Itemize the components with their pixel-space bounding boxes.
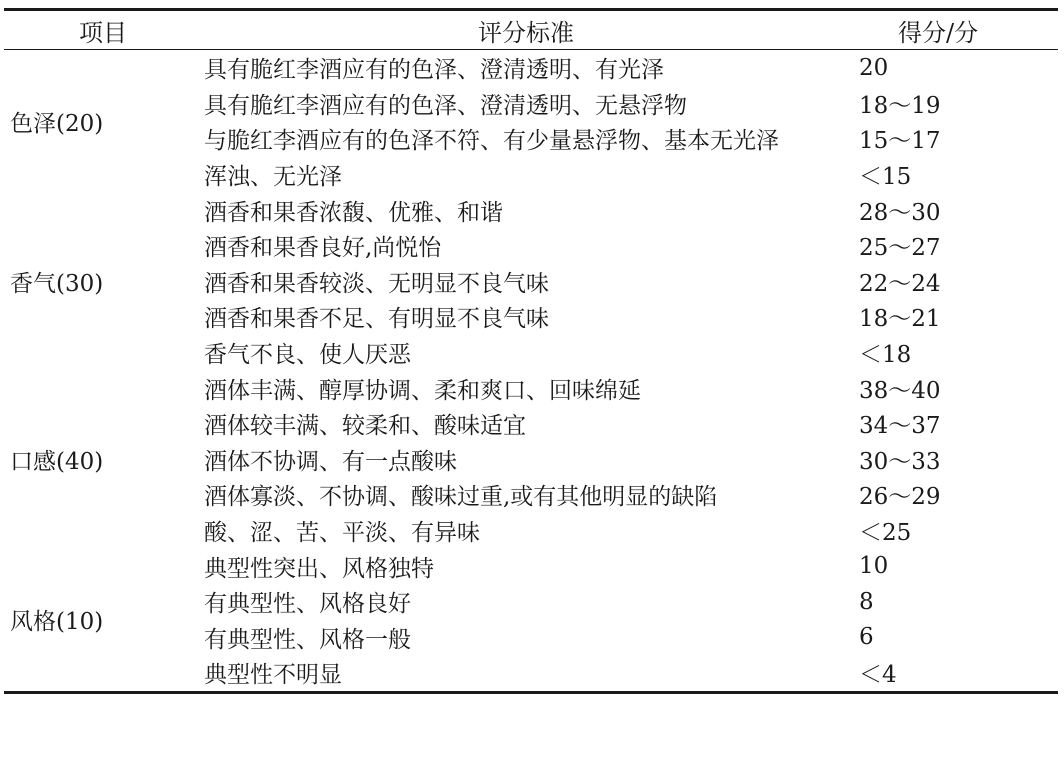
criteria-cell: 浑浊、无光泽 [204,164,342,191]
score-cell: 30～33 [858,448,941,475]
table-row [4,584,1058,620]
score-cell: ＜4 [858,662,897,689]
criteria-cell: 酸、涩、苦、平淡、有异味 [204,520,480,547]
header-item: 项目 [79,18,127,47]
criteria-cell: 酒香和果香不足、有明显不良气味 [204,306,549,333]
table-bottom-rule [4,691,1058,694]
scoring-table [4,8,1058,694]
criteria-group [4,50,1058,192]
score-cell: 26～29 [858,484,941,511]
criteria-group [4,370,1058,548]
table-row [4,477,1058,513]
criteria-cell: 与脆红李酒应有的色泽不符、有少量悬浮物、基本无光泽 [204,128,779,155]
group-label: 口感(40) [10,448,104,475]
group-label: 风格(10) [10,609,104,635]
table-row [4,335,1058,371]
score-cell: 20 [858,54,889,81]
score-cell: 15～17 [858,128,941,155]
criteria-cell: 具有脆红李酒应有的色泽、澄清透明、无悬浮物 [204,92,687,119]
criteria-group [4,192,1058,370]
table-row [4,406,1058,442]
criteria-cell: 有典型性、风格良好 [204,591,411,618]
header-criteria: 评分标准 [478,18,574,47]
criteria-cell: 具有脆红李酒应有的色泽、澄清透明、有光泽 [204,57,664,84]
group-label: 色泽(20) [10,110,104,137]
group-label: 香气(30) [10,270,104,297]
score-cell: 18～19 [858,92,941,119]
criteria-cell: 典型性突出、风格独特 [204,555,434,582]
criteria-cell: 典型性不明显 [204,662,342,689]
table-header-row [4,11,1058,49]
criteria-cell: 酒香和果香良好,尚悦怡 [204,235,442,262]
score-cell: 6 [858,624,874,651]
score-cell: 38～40 [858,377,941,404]
table-row [4,157,1058,193]
score-cell: 28～30 [858,199,941,226]
criteria-cell: 香气不良、使人厌恶 [204,342,411,369]
table-row [4,228,1058,264]
table-row [4,50,1058,86]
criteria-cell: 有典型性、风格一般 [204,626,411,653]
criteria-group [4,548,1058,690]
score-cell: 25～27 [858,235,941,262]
table-row [4,513,1058,549]
table-row [4,299,1058,335]
table-row [4,264,1058,300]
score-cell: 22～24 [858,270,941,297]
criteria-cell: 酒体丰满、醇厚协调、柔和爽口、回味绵延 [204,377,641,404]
score-cell: ＜18 [858,342,912,369]
score-cell: 34～37 [858,413,941,440]
table-row [4,442,1058,478]
table-body [4,50,1058,691]
table-row [4,86,1058,122]
table-row [4,620,1058,656]
criteria-cell: 酒体较丰满、较柔和、酸味适宜 [204,413,526,440]
criteria-cell: 酒体不协调、有一点酸味 [204,448,457,475]
score-cell: 8 [858,588,874,615]
score-cell: ＜15 [858,164,912,191]
table-row [4,192,1058,228]
table-row [4,548,1058,584]
criteria-cell: 酒香和果香浓馥、优雅、和谐 [204,199,503,226]
header-score: 得分/分 [898,18,979,47]
score-cell: 18～21 [858,306,941,333]
table-row [4,370,1058,406]
score-cell: ＜25 [858,520,912,547]
criteria-cell: 酒香和果香较淡、无明显不良气味 [204,270,549,297]
table-row [4,121,1058,157]
score-cell: 10 [858,553,889,580]
table-row [4,655,1058,691]
criteria-cell: 酒体寡淡、不协调、酸味过重,或有其他明显的缺陷 [204,484,718,511]
